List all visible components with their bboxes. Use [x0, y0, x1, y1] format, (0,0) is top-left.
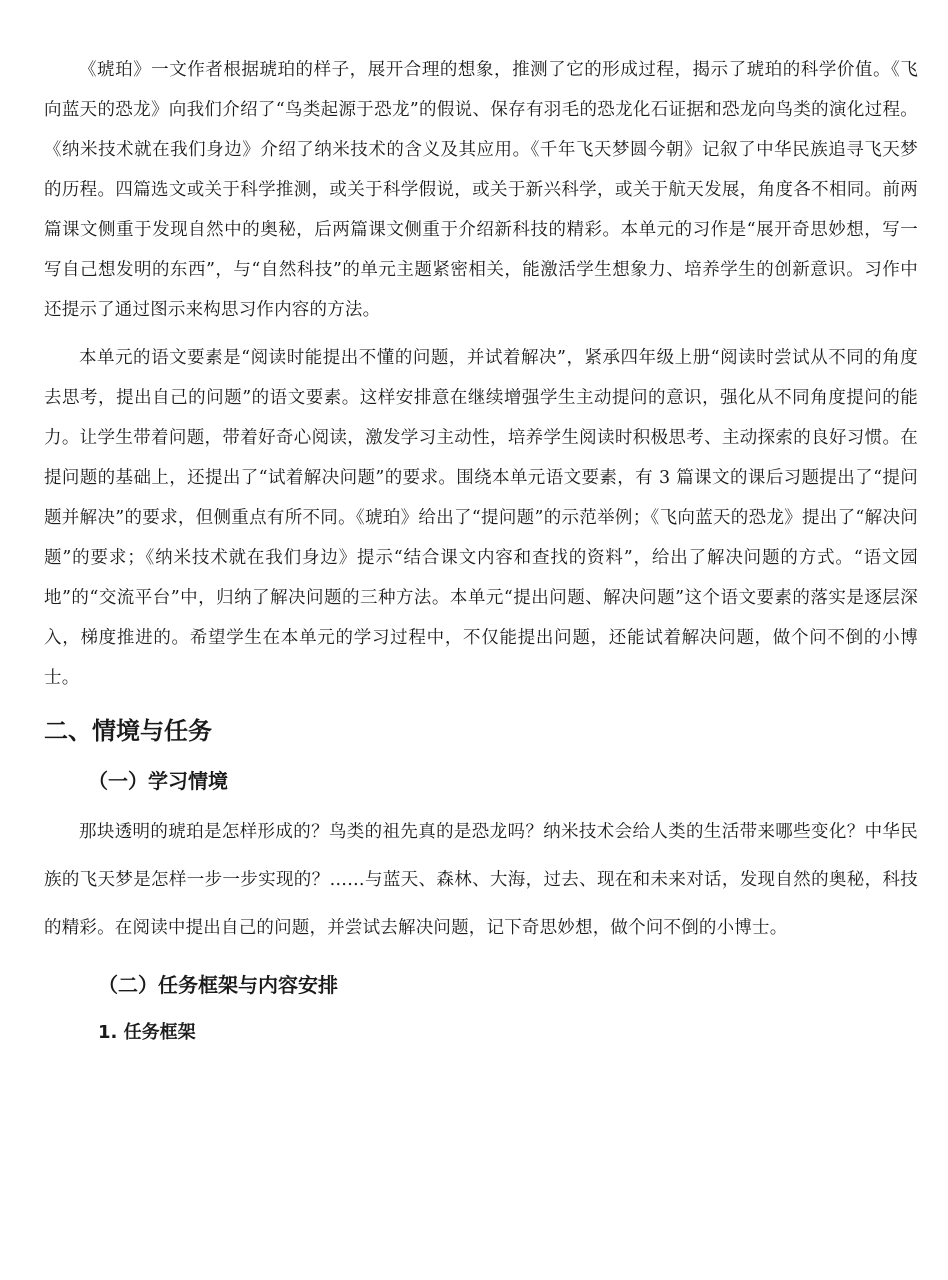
subheading-task-framework: （二）任务框架与内容安排: [98, 973, 338, 997]
situation-paragraph: 那块透明的琥珀是怎样形成的？鸟类的祖先真的是恐龙吗？纳米技术会给人类的生活带来哪些变化？中华民族的飞天梦是怎样一步一步实现的？……与蓝天、森林、大海，过去、现在和未来对话，发现自然的奥秘，科技的精彩。在阅读中提出自己的问题，并尝试去解决问题，记下奇思妙想，做个问不倒的小博士。: [44, 822, 918, 938]
item-heading-task-framework: 1. 任务框架: [98, 1022, 196, 1043]
language-elements-paragraph: 本单元的语文要素是“阅读时能提出不懂的问题，并试着解决”，紧承四年级上册“阅读时尝试从不同的角度去思考，提出自己的问题”的语文要素。这样安排意在继续增强学生主动提问的意识，强化从不同角度提问的能力。让学生带着问题，带着好奇心阅读，激发学习主动性，培养学生阅读时积极思考、主动探索的良好习惯。在提问题的基础上，还提出了“试着解决问题”的要求。围绕本单元语文要素，有 3 篇课文的课后习题提出了“提问题并解决”的要求，但侧重点有所不同。《琥珀》给出了“提问题”的示范举例；《飞向蓝天的恐龙》提出了“解决问题”的要求；《纳米技术就在我们身边》提示“结合课文内容和查找的资料”，给出了解决问题的方式。“语文园地”的“交流平台”中，归纳了解决问题的三种方法。本单元“提出问题、解决问题”这个语文要素的落实是逐层深入，梯度推进的。希望学生在本单元的学习过程中，不仅能提出问题，还能试着解决问题，做个问不倒的小博士。: [44, 348, 918, 688]
section-heading-situation-and-tasks: 二、情境与任务: [44, 717, 212, 745]
subheading-learning-situation: （一）学习情境: [88, 769, 228, 793]
intro-paragraph: 《琥珀》一文作者根据琥珀的样子，展开合理的想象，推测了它的形成过程，揭示了琥珀的科学价值。《飞向蓝天的恐龙》向我们介绍了“鸟类起源于恐龙”的假说、保存有羽毛的恐龙化石证据和恐龙向鸟类的演化过程。《纳米技术就在我们身边》介绍了纳米技术的含义及其应用。《千年飞天梦圆今朝》记叙了中华民族追寻飞天梦的历程。四篇选文或关于科学推测，或关于科学假说，或关于新兴科学，或关于航天发展，角度各不相同。前两篇课文侧重于发现自然中的奥秘，后两篇课文侧重于介绍新科技的精彩。本单元的习作是“展开奇思妙想，写一写自己想发明的东西”，与“自然科技”的单元主题紧密相关，能激活学生想象力、培养学生的创新意识。习作中还提示了通过图示来构思习作内容的方法。: [44, 60, 918, 320]
